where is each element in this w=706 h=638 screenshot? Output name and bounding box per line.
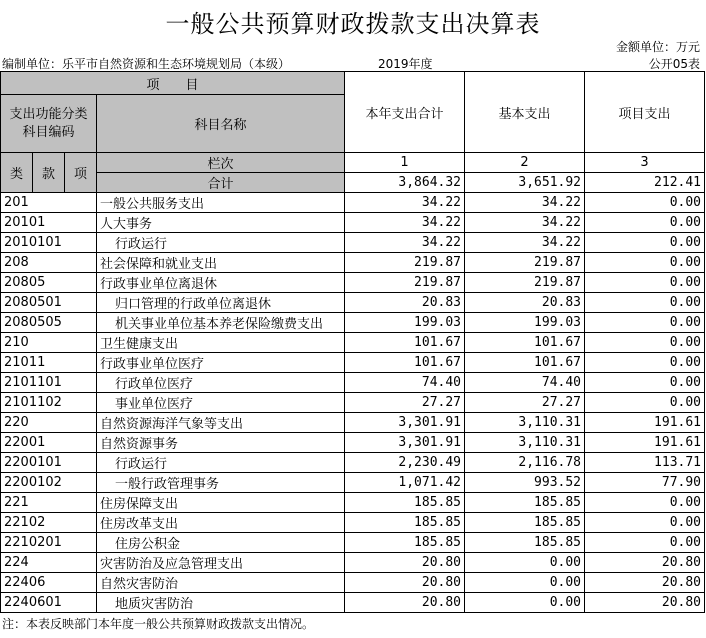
subject-code: 220 xyxy=(1,413,97,433)
table-row xyxy=(1,333,705,353)
form-number: 公开05表 xyxy=(648,57,700,71)
subject-code: 2240601 xyxy=(1,593,97,613)
table-row xyxy=(1,493,705,513)
col-index-label: 栏次 xyxy=(97,153,345,173)
subject-code: 201 xyxy=(1,193,97,213)
project-amount: 0.00 xyxy=(585,333,705,353)
sum-project: 212.41 xyxy=(585,173,705,193)
table-row xyxy=(1,273,705,293)
total-header: 本年支出合计 xyxy=(345,72,465,153)
project-header: 项目支出 xyxy=(585,72,705,153)
subject-name: 住房保障支出 xyxy=(97,493,345,513)
project-amount: 0.00 xyxy=(585,213,705,233)
project-amount: 0.00 xyxy=(585,493,705,513)
subject-name: 自然资源海洋气象等支出 xyxy=(97,413,345,433)
total-amount: 219.87 xyxy=(345,253,465,273)
basic-amount: 0.00 xyxy=(465,593,585,613)
basic-amount: 27.27 xyxy=(465,393,585,413)
project-amount: 0.00 xyxy=(585,273,705,293)
basic-amount: 3,110.31 xyxy=(465,413,585,433)
basic-amount: 185.85 xyxy=(465,513,585,533)
subject-code: 20805 xyxy=(1,273,97,293)
basic-amount: 74.40 xyxy=(465,373,585,393)
table-row xyxy=(1,473,705,493)
subject-code: 22102 xyxy=(1,513,97,533)
project-amount: 20.80 xyxy=(585,573,705,593)
subject-name-header: 科目名称 xyxy=(97,95,345,153)
sum-label: 合计 xyxy=(97,173,345,193)
project-amount: 0.00 xyxy=(585,393,705,413)
table-row xyxy=(1,553,705,573)
subject-name: 机关事业单位基本养老保险缴费支出 xyxy=(97,313,345,333)
table-row xyxy=(1,533,705,553)
col-index-3: 3 xyxy=(585,153,705,173)
subject-name: 自然灾害防治 xyxy=(97,573,345,593)
basic-amount: 34.22 xyxy=(465,213,585,233)
subject-name: 一般行政管理事务 xyxy=(97,473,345,493)
project-amount: 0.00 xyxy=(585,533,705,553)
total-amount: 219.87 xyxy=(345,273,465,293)
basic-amount: 185.85 xyxy=(465,493,585,513)
basic-amount: 0.00 xyxy=(465,553,585,573)
project-amount: 0.00 xyxy=(585,373,705,393)
kuan-header: 款 xyxy=(33,153,65,193)
basic-amount: 199.03 xyxy=(465,313,585,333)
subject-name: 行政单位医疗 xyxy=(97,373,345,393)
table-row xyxy=(1,393,705,413)
page-title: 一般公共预算财政拨款支出决算表 xyxy=(165,10,541,38)
total-amount: 20.83 xyxy=(345,293,465,313)
basic-amount: 101.67 xyxy=(465,353,585,373)
basic-amount: 34.22 xyxy=(465,193,585,213)
basic-amount: 0.00 xyxy=(465,573,585,593)
subject-name: 事业单位医疗 xyxy=(97,393,345,413)
project-amount: 20.80 xyxy=(585,593,705,613)
table-row xyxy=(1,373,705,393)
project-amount: 113.71 xyxy=(585,453,705,473)
basic-header: 基本支出 xyxy=(465,72,585,153)
subject-code: 2080505 xyxy=(1,313,97,333)
basic-amount: 20.83 xyxy=(465,293,585,313)
project-amount: 0.00 xyxy=(585,293,705,313)
basic-amount: 34.22 xyxy=(465,233,585,253)
subject-code: 210 xyxy=(1,333,97,353)
col-index-1: 1 xyxy=(345,153,465,173)
subject-code: 22001 xyxy=(1,433,97,453)
total-amount: 199.03 xyxy=(345,313,465,333)
total-amount: 34.22 xyxy=(345,233,465,253)
project-amount: 191.61 xyxy=(585,433,705,453)
basic-amount: 185.85 xyxy=(465,533,585,553)
subject-code: 2010101 xyxy=(1,233,97,253)
subject-name: 地质灾害防治 xyxy=(97,593,345,613)
total-amount: 185.85 xyxy=(345,513,465,533)
table-row xyxy=(1,193,705,213)
subject-name: 自然资源事务 xyxy=(97,433,345,453)
basic-amount: 219.87 xyxy=(465,273,585,293)
subject-name: 灾害防治及应急管理支出 xyxy=(97,553,345,573)
total-amount: 34.22 xyxy=(345,193,465,213)
expenditure-table xyxy=(0,71,705,613)
total-amount: 101.67 xyxy=(345,353,465,373)
subject-code: 22406 xyxy=(1,573,97,593)
table-row xyxy=(1,413,705,433)
total-amount: 20.80 xyxy=(345,553,465,573)
project-amount: 0.00 xyxy=(585,233,705,253)
subject-name: 归口管理的行政单位离退休 xyxy=(97,293,345,313)
total-amount: 3,301.91 xyxy=(345,413,465,433)
table-row xyxy=(1,433,705,453)
subject-name: 行政运行 xyxy=(97,453,345,473)
table-row xyxy=(1,313,705,333)
total-amount: 34.22 xyxy=(345,213,465,233)
table-row xyxy=(1,253,705,273)
subject-code: 21011 xyxy=(1,353,97,373)
table-row xyxy=(1,573,705,593)
amount-unit: 金额单位：万元 xyxy=(615,40,700,54)
subject-name: 住房改革支出 xyxy=(97,513,345,533)
xiang-header: 项 xyxy=(65,153,97,193)
reporting-unit: 编制单位：乐平市自然资源和生态环境规划局（本级） xyxy=(2,57,291,71)
subject-name: 行政事业单位医疗 xyxy=(97,353,345,373)
subject-code: 2101101 xyxy=(1,373,97,393)
subject-code: 2210201 xyxy=(1,533,97,553)
table-note: 注：本表反映部门本年度一般公共预算财政拨款支出情况。 xyxy=(2,617,315,631)
total-amount: 20.80 xyxy=(345,573,465,593)
subject-code: 20101 xyxy=(1,213,97,233)
basic-amount: 993.52 xyxy=(465,473,585,493)
project-amount: 0.00 xyxy=(585,513,705,533)
basic-amount: 101.67 xyxy=(465,333,585,353)
total-amount: 1,071.42 xyxy=(345,473,465,493)
total-amount: 185.85 xyxy=(345,533,465,553)
table-row xyxy=(1,513,705,533)
func-code-header: 支出功能分类科目编码 xyxy=(1,95,97,153)
fiscal-year: 2019年度 xyxy=(378,57,433,71)
total-amount: 3,301.91 xyxy=(345,433,465,453)
basic-amount: 3,110.31 xyxy=(465,433,585,453)
sum-total: 3,864.32 xyxy=(345,173,465,193)
total-amount: 20.80 xyxy=(345,593,465,613)
total-amount: 27.27 xyxy=(345,393,465,413)
subject-code: 2080501 xyxy=(1,293,97,313)
subject-name: 社会保障和就业支出 xyxy=(97,253,345,273)
subject-code: 2200101 xyxy=(1,453,97,473)
total-amount: 101.67 xyxy=(345,333,465,353)
table-row xyxy=(1,293,705,313)
table-row xyxy=(1,353,705,373)
project-amount: 0.00 xyxy=(585,353,705,373)
table-row xyxy=(1,453,705,473)
lei-header: 类 xyxy=(1,153,33,193)
project-amount: 0.00 xyxy=(585,313,705,333)
subject-code: 2101102 xyxy=(1,393,97,413)
basic-amount: 219.87 xyxy=(465,253,585,273)
project-amount: 0.00 xyxy=(585,193,705,213)
table-row xyxy=(1,593,705,613)
project-amount: 20.80 xyxy=(585,553,705,573)
subject-code: 221 xyxy=(1,493,97,513)
col-index-2: 2 xyxy=(465,153,585,173)
total-amount: 74.40 xyxy=(345,373,465,393)
subject-code: 208 xyxy=(1,253,97,273)
subject-name: 卫生健康支出 xyxy=(97,333,345,353)
subject-code: 224 xyxy=(1,553,97,573)
sum-basic: 3,651.92 xyxy=(465,173,585,193)
project-amount: 191.61 xyxy=(585,413,705,433)
subject-name: 住房公积金 xyxy=(97,533,345,553)
item-header: 项 目 xyxy=(1,72,345,95)
subject-name: 行政事业单位离退休 xyxy=(97,273,345,293)
subject-name: 人大事务 xyxy=(97,213,345,233)
project-amount: 0.00 xyxy=(585,253,705,273)
table-row xyxy=(1,233,705,253)
subject-name: 一般公共服务支出 xyxy=(97,193,345,213)
project-amount: 77.90 xyxy=(585,473,705,493)
subject-code: 2200102 xyxy=(1,473,97,493)
total-amount: 2,230.49 xyxy=(345,453,465,473)
basic-amount: 2,116.78 xyxy=(465,453,585,473)
total-amount: 185.85 xyxy=(345,493,465,513)
subject-name: 行政运行 xyxy=(97,233,345,253)
table-row xyxy=(1,213,705,233)
